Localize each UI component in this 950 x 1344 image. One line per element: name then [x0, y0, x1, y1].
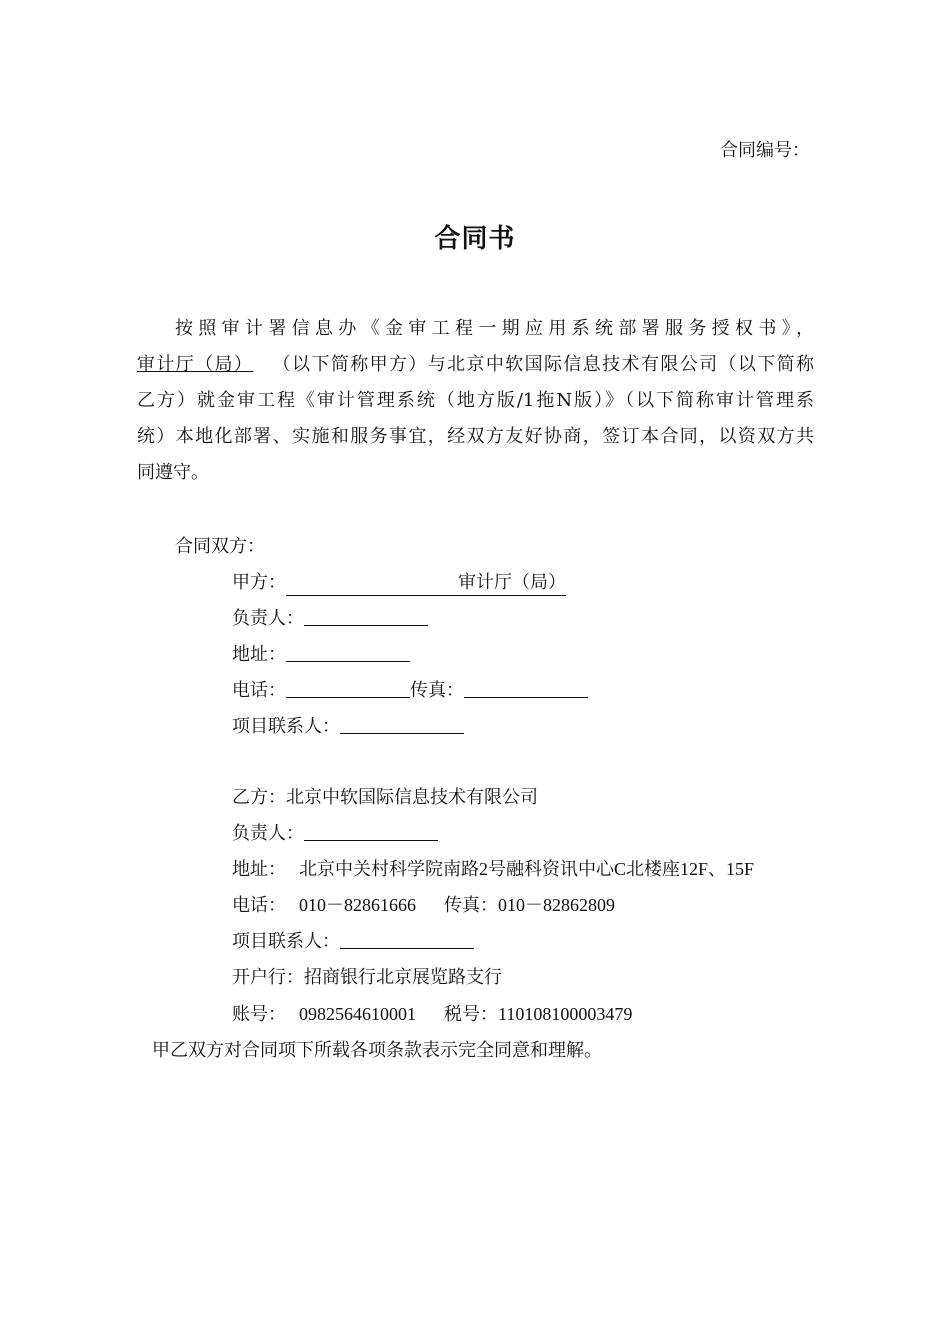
party-a-phone-label: 电话： [232, 680, 286, 701]
party-a-name-underlined: 审计厅（局） [137, 354, 254, 375]
party-a-fax-blank[interactable] [464, 679, 588, 698]
intro-line: 统）本地化部署、实施和服务事宜，经双方友好协商，签订本合同，以资双方共 [137, 426, 814, 447]
intro-line: 按照审计署信息办《金审工程一期应用系统部署服务授权书》， [175, 318, 814, 339]
party-a-address-row [232, 643, 410, 667]
party-b-account-row [232, 1002, 632, 1027]
party-b-bank-label: 开户行： [232, 967, 304, 988]
page-title: 合同书 [434, 224, 516, 254]
party-b-contact-label: 项目联系人： [232, 931, 340, 952]
party-a-row [232, 571, 566, 596]
party-a-label: 甲方： [232, 572, 286, 593]
closing-statement: 甲乙双方对合同项下所载各项条款表示完全同意和理解。 [152, 1040, 602, 1061]
party-a-fax-label: 传真： [410, 680, 464, 701]
party-b-address-label: 地址： [232, 859, 286, 880]
party-b-person-label: 负责人： [232, 823, 304, 844]
party-b-phone-label: 电话： [232, 895, 286, 916]
party-b-phone-row [232, 893, 615, 918]
intro-line: 同遵守。 [137, 462, 209, 483]
party-b-person-row [232, 822, 438, 846]
party-b-tax-label: 税号： [444, 1004, 498, 1025]
party-a-name: 审计厅（局） [458, 572, 566, 593]
party-a-name-field[interactable] [286, 571, 566, 596]
party-a-contact-row [232, 715, 464, 739]
intro-paragraph [137, 311, 814, 491]
party-a-person-label: 负责人： [232, 608, 304, 629]
party-b-fax: 010－82862809 [498, 895, 615, 915]
party-b-contact-blank[interactable] [340, 930, 474, 949]
party-a-contact-blank[interactable] [340, 715, 464, 734]
party-b-person-blank[interactable] [304, 822, 438, 841]
party-b-bank-row [232, 966, 502, 990]
party-a-contact-label: 项目联系人： [232, 716, 340, 737]
party-b-contact-row [232, 930, 474, 954]
party-b-account: 0982564610001 [299, 1004, 416, 1024]
party-b-name: 北京中软国际信息技术有限公司 [286, 787, 538, 808]
party-b-tax: 110108100003479 [498, 1004, 633, 1024]
contract-number-label: 合同编号： [720, 140, 810, 161]
party-a-phone-row [232, 679, 588, 703]
party-b-row [232, 786, 538, 810]
party-b-bank: 招商银行北京展览路支行 [304, 967, 502, 988]
intro-line [137, 347, 814, 383]
intro-line: 乙方）就金审工程《审计管理系统（地方版/1拖N版）》（以下简称审计管理系 [137, 390, 814, 411]
intro-line-text: （以下简称甲方）与北京中软国际信息技术有限公司（以下简称 [271, 354, 814, 375]
party-b-label: 乙方： [232, 787, 286, 808]
party-a-address-label: 地址： [232, 644, 286, 665]
party-b-account-label: 账号： [232, 1004, 286, 1025]
party-a-person-row [232, 607, 428, 631]
party-b-phone: 010－82861666 [299, 895, 416, 915]
party-a-person-blank[interactable] [304, 607, 428, 626]
party-b-fax-label: 传真： [444, 895, 498, 916]
party-a-address-blank[interactable] [286, 643, 410, 662]
party-a-phone-blank[interactable] [286, 679, 410, 698]
party-b-address: 北京中关村科学院南路2号融科资讯中心C北楼座12F、15F [299, 859, 755, 879]
parties-label: 合同双方： [175, 536, 265, 557]
party-b-address-row [232, 857, 754, 882]
